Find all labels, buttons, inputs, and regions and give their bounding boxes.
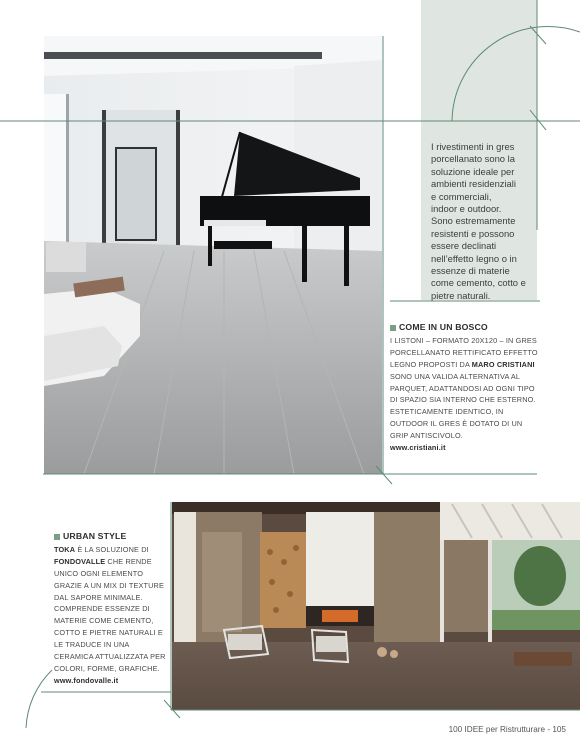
intro-paragraph [431, 141, 539, 302]
website-link[interactable]: www.cristiani.it [390, 443, 446, 453]
body-text: I LISTONI – FORMATO 20X120 – IN GRES PORCELLANATO RETTIFICATO EFFETTO LEGNO PROPOSTI DA [390, 335, 538, 369]
intro-line: nell’effetto legno o in [431, 252, 517, 264]
intro-line: soluzione ideale per [431, 165, 515, 177]
brand-name: FONDOVALLE [54, 556, 106, 566]
product-name: TOKA [54, 544, 76, 554]
brand-name: MARO CRISTIANI [471, 359, 535, 369]
intro-line: come cemento, cotto e [431, 277, 526, 289]
intro-line: ambienti residenziali [431, 178, 516, 190]
page-folio: 100 IDEE per Ristrutturare - 105 [448, 725, 566, 734]
website-link[interactable]: www.fondovalle.it [54, 675, 119, 685]
intro-line: essenze di materie [431, 265, 510, 277]
square-bullet-icon [390, 325, 396, 331]
square-bullet-icon [54, 534, 60, 540]
intro-line: essere declinati [431, 240, 497, 252]
intro-line: porcellanato sono la [431, 153, 515, 165]
intro-line: e commerciali, [431, 190, 492, 202]
body-text: SONO UNA VALIDA ALTERNATIVA AL PARQUET, ADATTANDOSI AD OGNI TIPO DI SPAZIO SIA INTERNO CHE ESTERNO. ESTETICAMENTE IDENTICO, IN OUTDOOR IL GRES È DOTATO DI UN GRIP ANTISCIVOLO. [390, 371, 536, 441]
section-heading-text: COME IN UN BOSCO [399, 322, 488, 332]
body-text: È LA SOLUZIONE DI [77, 544, 149, 554]
section-urban-style [54, 531, 170, 687]
section-come-in-un-bosco [390, 322, 540, 454]
body-text: CHE RENDE UNICO OGNI ELEMENTO GRAZIE A UN MIX DI TEXTURE DAL SAPORE MINIMALE. COMPRENDE ESSENZE DI MATERIE COME CEMENTO, COTTO E PIETRE NATURALI E LE TRADUCE IN UNA CERAMICA ATTUALIZZATA PER COLORI, FORME, GRAFICHE. [54, 556, 166, 673]
section-heading-text: URBAN STYLE [63, 531, 127, 541]
intro-line: I rivestimenti in gres [431, 141, 515, 152]
intro-line: resistenti e possono [431, 227, 515, 239]
intro-line: pietre naturali. [431, 289, 491, 301]
section-heading [54, 531, 170, 543]
intro-line: indoor e outdoor. [431, 203, 502, 215]
intro-line: Sono estremamente [431, 215, 516, 227]
section-heading [390, 322, 540, 334]
